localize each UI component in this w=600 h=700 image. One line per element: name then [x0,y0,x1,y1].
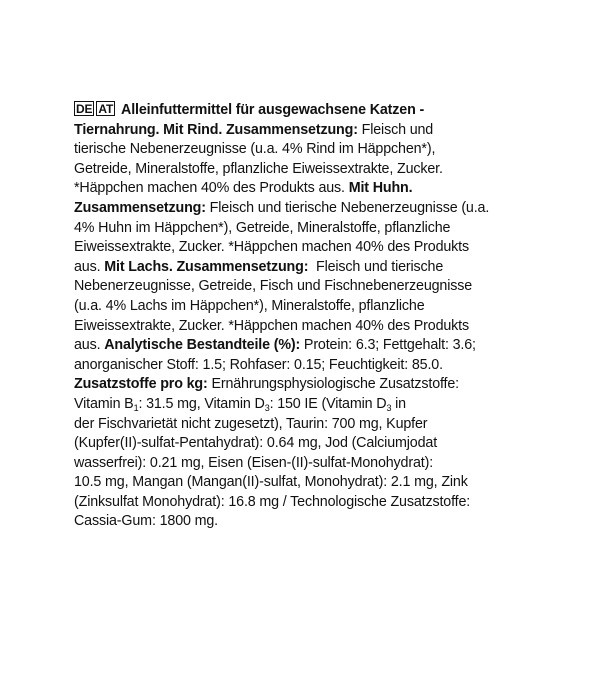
vitamin-d-subscript: 3 [264,402,270,413]
label-line-13 [74,336,538,356]
lachs-footnote-end: aus. [74,337,105,354]
label-line-9 [74,258,538,278]
vitamin-d-note-subscript: 3 [386,402,392,413]
headline: Alleinfuttermittel für ausgewachsene Katzen - [121,102,425,118]
analytics-text-a: Protein: 6.3; Fettgehalt: 3.6; [300,337,476,354]
vitamin-line-end: in [391,395,406,412]
label-line-15 [74,375,538,395]
label-line-20: 10.5 mg, Mangan (Mangan(II)-sulfat, Monohydrat): 2.1 mg, Zink [74,474,468,491]
label-line-11: (u.a. 4% Lachs im Häppchen*), Mineralstoffe, pflanzliche [74,297,425,314]
flag-at: AT [98,102,114,116]
label-line-4: Getreide, Mineralstoffe, pflanzliche Eiweissextrakte, Zucker. [74,160,443,177]
huhn-composition-heading: Zusammensetzung: [74,199,206,216]
huhn-heading: Mit Huhn. [348,180,413,197]
label-line-1 [74,101,538,121]
label-line-5 [74,179,538,199]
label-line-16 [74,395,538,415]
rind-heading: Tiernahrung. Mit Rind. Zusammensetzung: [74,121,358,138]
additives-text-a: Ernährungsphysiologische Zusatzstoffe: [207,376,460,393]
label-line-10: Nebenerzeugnisse, Getreide, Fisch und Fischnebenerzeugnisse [74,278,473,295]
analytics-heading: Analytische Bestandteile (%): [104,337,301,354]
vitamin-b-subscript: 1 [133,402,139,413]
vitamin-d-note-text: : 150 IE (Vitamin D [269,395,387,412]
huhn-text-a: Fleisch und tierische Nebenerzeugnisse (u.a. [205,199,490,216]
vitamin-b-text: Vitamin B [74,395,134,412]
label-line-12: Eiweissextrakte, Zucker. *Häppchen machen 40% des Produkts [74,317,469,334]
lachs-heading: Mit Lachs. Zusammensetzung: [104,258,309,275]
label-line-14: anorganischer Stoff: 1.5; Rohfaser: 0.15; Feuchtigkeit: 85.0. [74,356,443,373]
label-line-19: wasserfrei): 0.21 mg, Eisen (Eisen-(II)-sulfat-Monohydrat): [74,454,434,471]
flag-de: DE [76,102,93,116]
rind-text-a: Fleisch und [357,121,434,138]
huhn-footnote-end: aus. [74,258,105,275]
label-line-17: der Fischvarietät nicht zugesetzt), Taurin: 700 mg, Kupfer [74,415,428,432]
label-line-21: (Zinksulfat Monohydrat): 16.8 mg / Technologische Zusatzstoffe: [74,493,471,510]
rind-footnote: *Häppchen machen 40% des Produkts aus. [74,180,349,197]
label-line-2 [74,121,538,141]
vitamin-d-text: : 31.5 mg, Vitamin D [138,395,265,412]
label-line-3: tierische Nebenerzeugnisse (u.a. 4% Rind im Häppchen*), [74,141,436,158]
ingredient-label [74,101,538,532]
additives-heading: Zusatzstoffe pro kg: [74,376,208,393]
label-line-22: Cassia-Gum: 1800 mg. [74,513,218,530]
lachs-text-a: Fleisch und tierische [308,258,444,275]
label-line-18: (Kupfer(II)-sulfat-Pentahydrat): 0.64 mg, Jod (Calciumjodat [74,435,438,452]
label-line-6 [74,199,538,219]
label-line-8: Eiweissextrakte, Zucker. *Häppchen machen 40% des Produkts [74,239,469,256]
label-line-7: 4% Huhn im Häppchen*), Getreide, Mineralstoffe, pflanzliche [74,219,451,236]
